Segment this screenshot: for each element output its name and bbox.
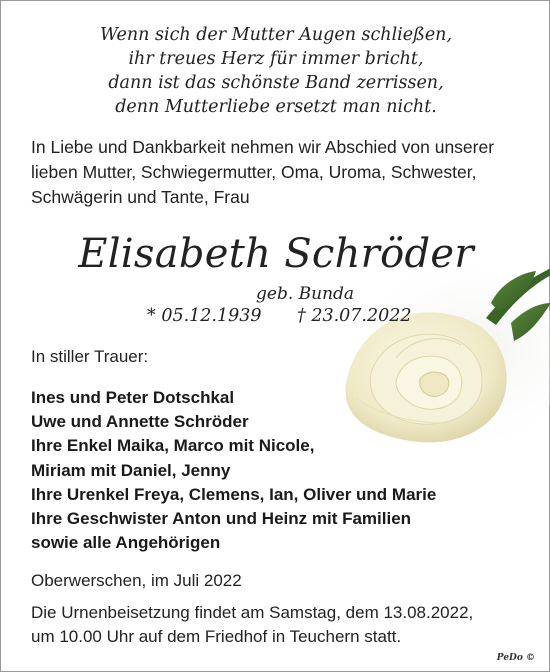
intro-line: lieben Mutter, Schwiegermutter, Oma, Uroma, Schwester,	[31, 162, 477, 182]
funeral-line: um 10.00 Uhr auf dem Friedhof in Teuchern statt.	[31, 627, 402, 646]
list-item: sowie alle Angehörigen	[31, 533, 221, 553]
poem-line: dann ist das schönste Band zerrissen,	[108, 73, 444, 93]
birth-date: * 05.12.1939	[147, 306, 262, 326]
publisher-signature: PeDo ©	[496, 653, 535, 663]
mourning-label: In stiller Trauer:	[31, 347, 149, 366]
mourners-list	[31, 386, 501, 555]
intro-line: In Liebe und Dankbarkeit nehmen wir Abschied von unserer	[31, 137, 495, 157]
deceased-name: Elisabeth Schröder	[78, 231, 474, 277]
funeral-line: Die Urnenbeisetzung findet am Samstag, dem 13.08.2022,	[31, 603, 474, 622]
intro-text	[31, 135, 531, 210]
intro-line: Schwägerin und Tante, Frau	[31, 187, 250, 207]
poem	[1, 23, 550, 119]
list-item: Ihre Geschwister Anton und Heinz mit Familien	[31, 509, 412, 529]
poem-line: denn Mutterliebe ersetzt man nicht.	[115, 97, 437, 117]
list-item: Ines und Peter Dotschkal	[31, 388, 235, 407]
funeral-info	[31, 601, 531, 649]
list-item: Uwe und Annette Schröder	[31, 412, 249, 432]
poem-line: Wenn sich der Mutter Augen schließen,	[99, 25, 453, 45]
list-item: Ihre Urenkel Freya, Clemens, Ian, Oliver und Marie	[31, 484, 437, 504]
list-item: Miriam mit Daniel, Jenny	[31, 460, 231, 480]
poem-line: ihr treues Herz für immer bricht,	[128, 49, 424, 69]
birth-name: geb. Bunda	[256, 284, 355, 304]
place-date: Oberwerschen, im Juli 2022	[31, 571, 242, 590]
death-date: † 23.07.2022	[297, 306, 412, 326]
list-item: Ihre Enkel Maika, Marco mit Nicole,	[31, 436, 315, 456]
